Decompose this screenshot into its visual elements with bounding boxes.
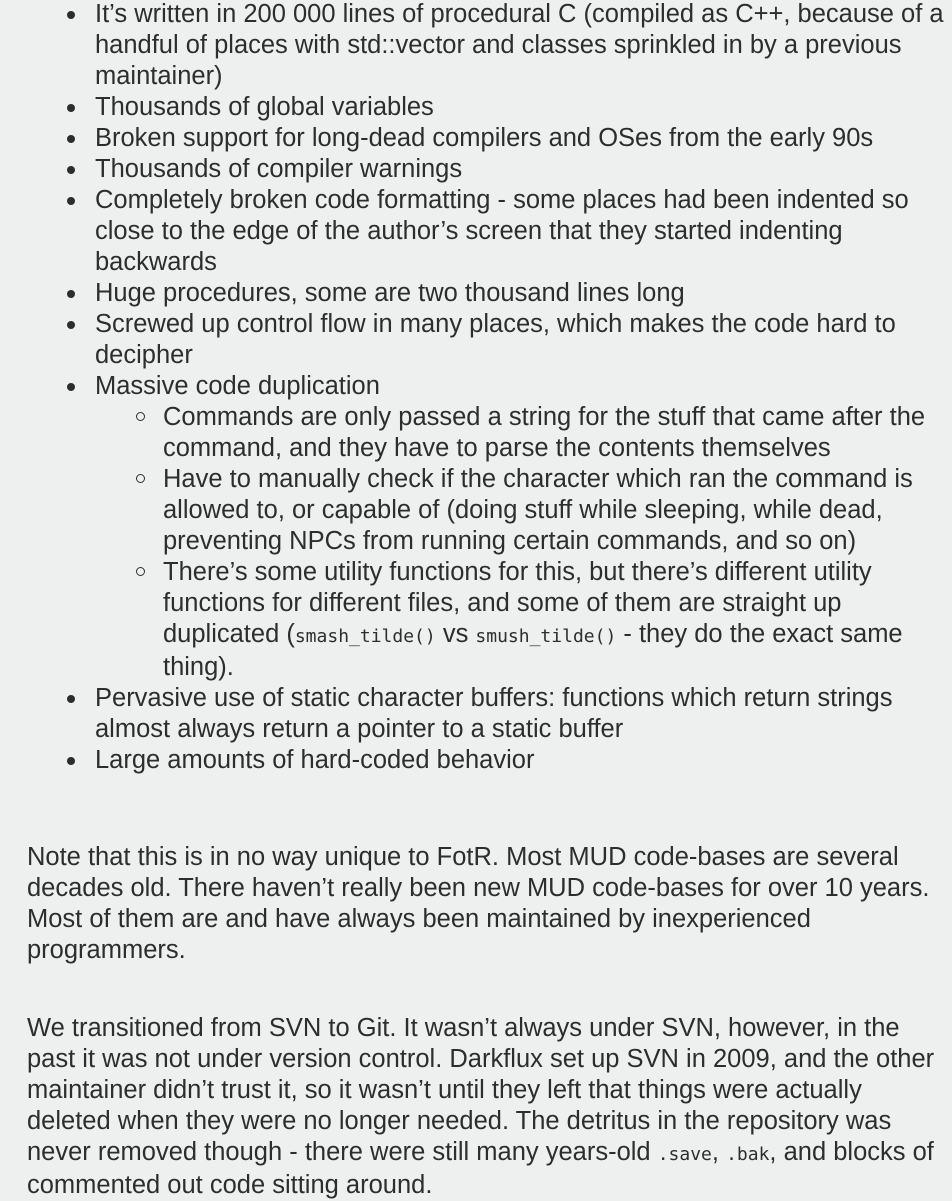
list-item-text: Huge procedures, some are two thousand lines long [95,279,685,307]
sublist-item-text: Have to manually check if the character which ran the command is allowed to, or capable of (doing stuff while sleeping, while dead, preventing NPCs from running certain commands, and so on) [163,465,913,555]
list-item-text: Thousands of compiler warnings [95,155,463,183]
text-segment: , [711,1138,727,1166]
bullet-circle-icon [136,412,145,421]
list-item-text: Broken support for long-dead compilers and OSes from the early 90s [95,124,874,152]
sublist-item-text [163,558,903,681]
issues-list [95,0,947,776]
inline-code: .bak [726,1144,770,1165]
bullet-dot-icon [67,104,75,112]
bullet-dot-icon [67,11,75,19]
list-item [95,371,947,683]
bullet-dot-icon [67,383,75,391]
sublist-item [163,402,947,464]
list-item-text: Massive code duplication [95,372,380,400]
text-segment: , and blocks of commented out code sitting around. [27,1138,934,1199]
bullet-dot-icon [67,757,75,765]
bullet-dot-icon [67,321,75,329]
bullet-circle-icon [136,567,145,576]
list-item-text: Pervasive use of static character buffers: functions which return strings almost always return a pointer to a static buffer [95,684,893,743]
list-item-text: It’s written in 200 000 lines of procedural C (compiled as C++, because of a handful of places with std::vector and classes sprinkled in by a previous maintainer) [95,0,944,90]
text-segment: - they do the exact same thing). [163,620,903,681]
bullet-dot-icon [67,695,75,703]
paragraph-mud-codebases: Note that this is in no way unique to FotR. Most MUD code-bases are several decades old. There haven’t really been new MUD code-bases for over 10 years. Most of them are and have always been maintained by inexperienced programmers. [27,843,930,964]
list-item-text: Large amounts of hard-coded behavior [95,746,535,774]
list-item [95,683,947,745]
inline-code: smush_tilde() [475,626,617,647]
bullet-dot-icon [67,290,75,298]
bullet-dot-icon [67,135,75,143]
bullet-dot-icon [67,166,75,174]
inline-code: .save [657,1144,712,1165]
text-segment: vs [435,620,476,648]
list-item [95,123,947,154]
sublist-item-text: Commands are only passed a string for the stuff that came after the command, and they have to parse the contents themselves [163,403,926,462]
list-item-text: Thousands of global variables [95,93,434,121]
list-item [95,0,947,92]
text-segment: We transitioned from SVN to Git. It wasn’t always under SVN, however, in the past it was not under version control. Darkflux set up SVN in 2009, and the other maintainer didn’t trust it, so it wasn’t until they left that things were actually deleted when they were no longer needed. The detritus in the repository was never removed though - there were still many years-old [27,1014,935,1166]
list-item [95,154,947,185]
list-item [95,185,947,278]
list-item-text: Completely broken code formatting - some places had been indented so close to the edge of the author’s screen that they started indenting backwards [95,186,909,276]
list-item [95,309,947,371]
inline-code: smash_tilde() [294,626,436,647]
sublist-item [163,557,947,683]
bullet-circle-icon [136,474,145,483]
text-segment: There’s some utility functions for this, but there’s different utility functions for different files, and some of them are straight up duplicated ( [163,558,872,648]
list-item [95,745,947,776]
paragraph-svn-to-git [27,1013,947,1201]
list-item-text: Screwed up control flow in many places, which makes the code hard to decipher [95,310,896,369]
sublist-item [163,464,947,557]
list-item [95,92,947,123]
list-item [95,278,947,309]
duplication-sublist [163,402,947,683]
bullet-dot-icon [67,197,75,205]
